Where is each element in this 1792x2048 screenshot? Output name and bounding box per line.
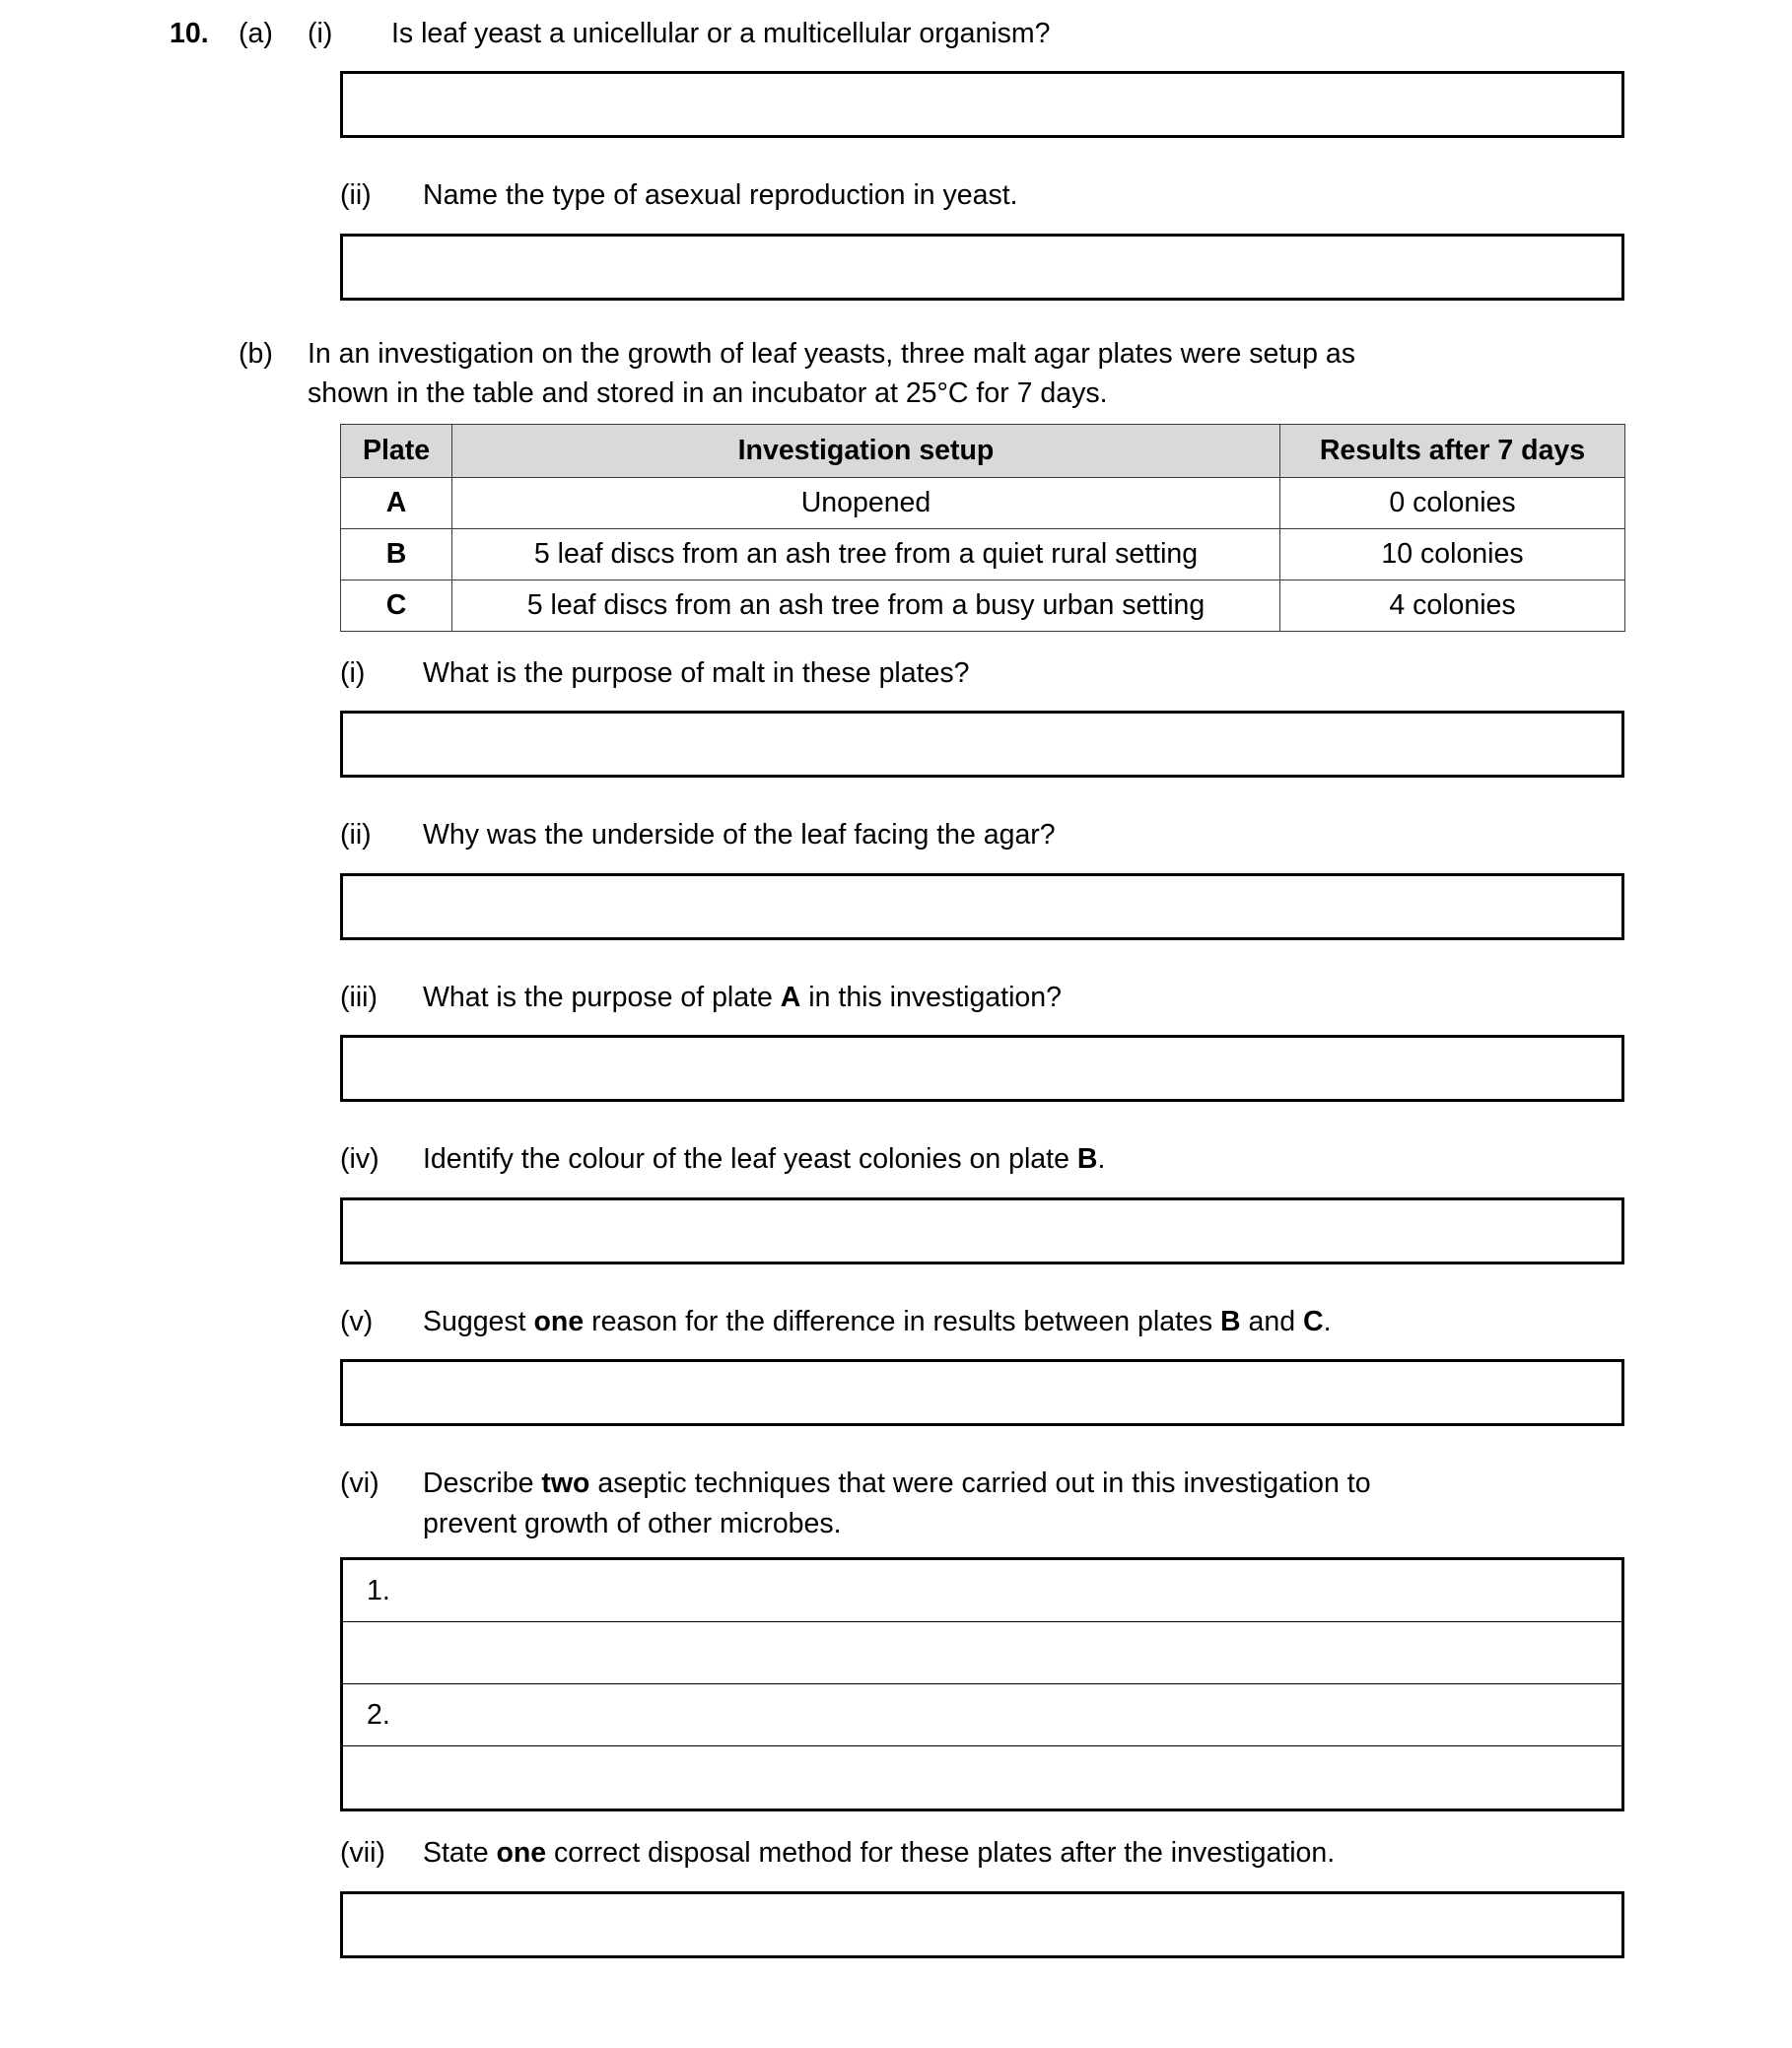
question-10b-ii-row <box>0 815 1792 854</box>
question-10b-v-row <box>0 1302 1792 1341</box>
stem-line-2: shown in the table and stored in an incubator at 25°C for 7 days. <box>308 377 1108 410</box>
text-run: Identify the colour of the leaf yeast colonies on plate <box>423 1143 1077 1176</box>
answer-box-b-ii[interactable] <box>340 873 1624 940</box>
roman-label-b-vi: (vi) <box>340 1468 379 1500</box>
text-run-bold: two <box>541 1468 590 1500</box>
spacer <box>0 632 1792 653</box>
text-run-bold: one <box>533 1305 585 1337</box>
cell-setup: Unopened <box>452 477 1280 528</box>
question-text-b-vi-line-2: prevent growth of other microbes. <box>423 1507 842 1539</box>
answer-line-2-label[interactable]: 2. <box>343 1684 1621 1746</box>
investigation-table <box>340 424 1625 632</box>
answer-box-b-i[interactable] <box>340 711 1624 778</box>
spacer <box>0 1341 1792 1359</box>
answer-box-b-iii[interactable] <box>340 1035 1624 1102</box>
cell-setup: 5 leaf discs from an ash tree from a busy urban setting <box>452 580 1280 631</box>
table-header-row <box>341 424 1625 477</box>
question-10b-iii-row <box>0 978 1792 1017</box>
text-run: Describe <box>423 1468 542 1500</box>
answer-line-1-label[interactable]: 1. <box>343 1560 1621 1622</box>
text-run: reason for the difference in results between plates <box>584 1305 1221 1337</box>
spacer <box>0 1811 1792 1833</box>
cell-plate: B <box>341 528 452 580</box>
roman-label-a-ii: (ii) <box>340 179 372 212</box>
question-10b-iv-row <box>0 1139 1792 1179</box>
roman-label-b-iv: (iv) <box>340 1143 379 1176</box>
answer-box-b-iv[interactable] <box>340 1197 1624 1264</box>
text-run: Suggest <box>423 1305 534 1337</box>
text-run: Why was the underside of the leaf facing the agar? <box>423 819 1056 852</box>
text-run: What is the purpose of plate <box>423 981 781 1013</box>
table-row <box>341 580 1625 631</box>
question-text-a-ii: Name the type of asexual reproduction in yeast. <box>423 179 1018 212</box>
question-10b-vii-row <box>0 1833 1792 1873</box>
roman-label-b-vii: (vii) <box>340 1837 385 1870</box>
spacer <box>0 1426 1792 1464</box>
question-10a-ii-row <box>0 175 1792 215</box>
spacer <box>0 53 1792 71</box>
question-text-b-vii <box>423 1833 1714 1873</box>
table-row <box>341 477 1625 528</box>
answer-line-2-continued[interactable] <box>343 1746 1621 1809</box>
stem-line-1: In an investigation on the growth of leaf yeasts, three malt agar plates were setup as <box>308 337 1356 370</box>
text-run-bold: A <box>780 981 801 1013</box>
table-header-plate: Plate <box>341 424 452 477</box>
table-header-results: Results after 7 days <box>1280 424 1625 477</box>
text-run: and <box>1240 1305 1304 1337</box>
text-run: in this investigation? <box>800 981 1062 1013</box>
roman-label-b-ii: (ii) <box>340 819 372 852</box>
question-text-b-ii <box>423 815 1714 854</box>
spacer <box>0 216 1792 234</box>
roman-label-b-iii: (iii) <box>340 981 378 1013</box>
answer-box-a-i[interactable] <box>340 71 1624 138</box>
question-text-b-stem <box>308 334 1599 414</box>
spacer <box>0 693 1792 711</box>
table-row <box>341 528 1625 580</box>
text-run: . <box>1323 1305 1332 1337</box>
table-head <box>341 424 1625 477</box>
spacer <box>0 778 1792 815</box>
question-text-b-i <box>423 653 1714 693</box>
question-10a-i-row <box>0 14 1792 53</box>
spacer <box>0 1102 1792 1139</box>
text-run-bold: C <box>1303 1305 1324 1337</box>
text-run-bold: one <box>496 1837 547 1870</box>
cell-plate: A <box>341 477 452 528</box>
question-number: 10. <box>170 18 209 49</box>
part-label-b: (b) <box>239 337 273 370</box>
question-text-b-iii <box>423 978 1714 1017</box>
spacer <box>0 1874 1792 1891</box>
spacer <box>0 940 1792 978</box>
spacer <box>0 1017 1792 1035</box>
question-10b-vi-row <box>0 1464 1792 1543</box>
spacer <box>0 855 1792 873</box>
text-run-bold: B <box>1220 1305 1241 1337</box>
question-10b-i-row <box>0 653 1792 693</box>
question-10b-row <box>0 334 1792 414</box>
text-run: State <box>423 1837 497 1870</box>
table-header-setup: Investigation setup <box>452 424 1280 477</box>
question-text-b-vi-line-1 <box>423 1464 1714 1503</box>
roman-label-b-i: (i) <box>340 656 366 689</box>
question-text-b-vi <box>423 1464 1714 1543</box>
text-run: . <box>1097 1143 1106 1176</box>
spacer <box>0 1543 1792 1557</box>
spacer <box>0 138 1792 175</box>
text-run: correct disposal method for these plates after the investigation. <box>546 1837 1336 1870</box>
question-text-b-iv <box>423 1139 1714 1179</box>
answer-box-b-v[interactable] <box>340 1359 1624 1426</box>
text-run: What is the purpose of malt in these plates? <box>423 656 970 689</box>
spacer <box>0 1180 1792 1197</box>
answer-box-b-vi[interactable] <box>340 1557 1624 1811</box>
answer-box-a-ii[interactable] <box>340 234 1624 301</box>
cell-results: 10 colonies <box>1280 528 1625 580</box>
spacer <box>0 301 1792 334</box>
cell-plate: C <box>341 580 452 631</box>
cell-results: 4 colonies <box>1280 580 1625 631</box>
roman-label-a-i: (i) <box>308 18 333 49</box>
question-text-a-i: Is leaf yeast a unicellular or a multicellular organism? <box>391 18 1051 49</box>
cell-results: 0 colonies <box>1280 477 1625 528</box>
spacer <box>0 0 1792 14</box>
roman-label-b-v: (v) <box>340 1305 374 1337</box>
answer-line-1-continued[interactable] <box>343 1622 1621 1684</box>
spacer <box>0 414 1792 424</box>
spacer <box>0 1264 1792 1302</box>
cell-setup: 5 leaf discs from an ash tree from a quiet rural setting <box>452 528 1280 580</box>
part-label-a: (a) <box>239 18 273 49</box>
answer-box-b-vii[interactable] <box>340 1891 1624 1958</box>
question-text-b-v <box>423 1302 1714 1341</box>
table-body <box>341 477 1625 631</box>
text-run: aseptic techniques that were carried out in this investigation to <box>589 1468 1371 1500</box>
text-run-bold: B <box>1076 1143 1098 1176</box>
